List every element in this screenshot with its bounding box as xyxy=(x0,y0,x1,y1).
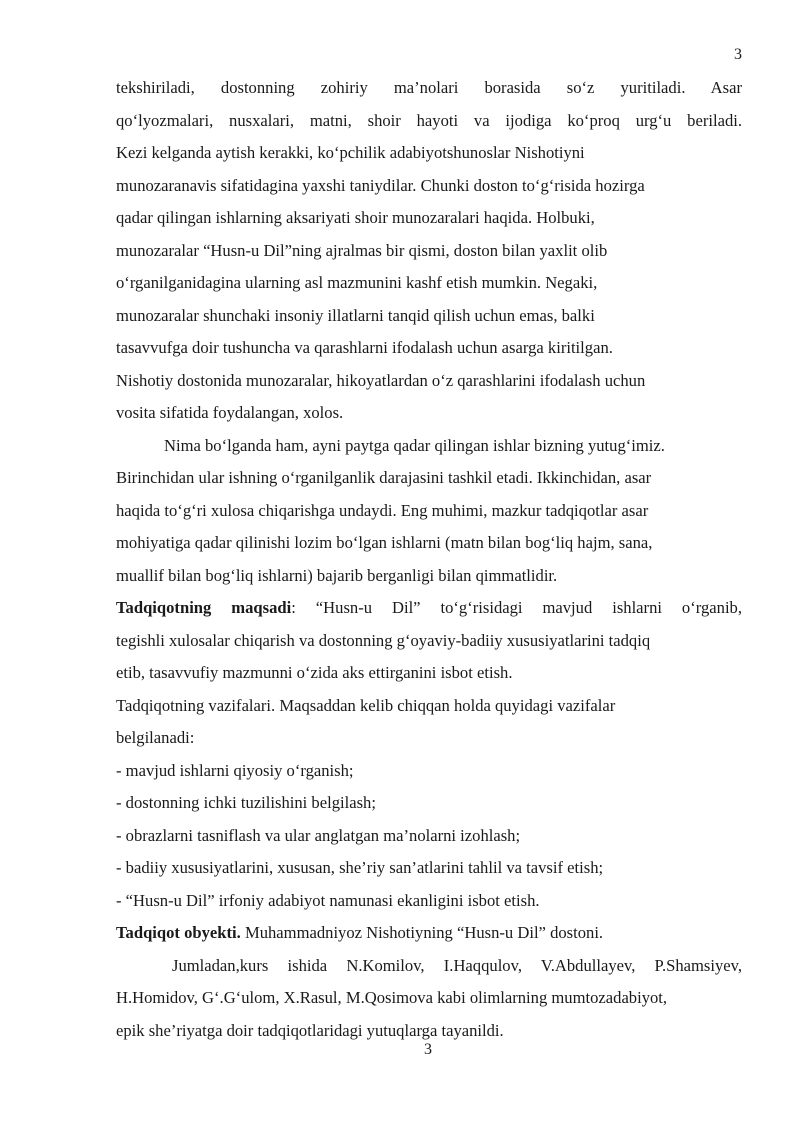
text-line: qo‘lyozmalari, nusxalari, matni, shoir hayoti va ijodiga ko‘proq urg‘u beriladi. xyxy=(116,110,742,130)
text-line: munozaralar shunchaki insoniy illatlarni tanqid qilish uchun emas, balki xyxy=(116,305,595,325)
text-line: Nishotiy dostonida munozaralar, hikoyatlardan o‘z qarashlarini ifodalash uchun xyxy=(116,370,646,390)
text-line: etib, tasavvufiy mazmunni o‘zida aks ettirganini isbot etish. xyxy=(116,663,513,682)
section-label-object: Tadqiqot obyekti. xyxy=(116,923,241,942)
page-number-bottom: 3 xyxy=(424,1041,432,1058)
text-line: Tadqiqotning vazifalari. Maqsaddan kelib chiqqan holda quyidagi vazifalar xyxy=(116,695,616,715)
text-line xyxy=(116,917,742,950)
body-text xyxy=(116,72,742,1047)
text-line: epik she’riyatga doir tadqiqotlaridagi yutuqlarga tayanildi. xyxy=(116,1020,504,1040)
page-number-top: 3 xyxy=(734,46,742,63)
text-fragment: : “Husn-u Dil” to‘g‘risidagi mavjud ishlarni o‘rganib, xyxy=(291,598,743,617)
text-line: H.Homidov, G‘.G‘ulom, X.Rasul, M.Qosimova kabi olimlarning mumtozadabiyot, xyxy=(116,988,668,1007)
text-line: Birinchidan ular ishning o‘rganilganlik darajasini tashkil etadi. Ikkinchidan, asar xyxy=(116,468,652,487)
text-line: Jumladan,kurs ishida N.Komilov, I.Haqqulov, V.Abdullayev, P.Shamsiyev, xyxy=(172,955,742,975)
text-line xyxy=(116,592,742,625)
text-line: tekshiriladi, dostonning zohiriy ma’nolari borasida so‘z yuritiladi. Asar xyxy=(116,78,742,97)
text-line: muallif bilan bog‘liq ishlarni) bajarib berganligi bilan qimmatlidir. xyxy=(116,565,558,585)
text-line: Nima bo‘lganda ham, ayni paytga qadar qilingan ishlar bizning yutug‘imiz. xyxy=(164,435,665,455)
list-item: - dostonning ichki tuzilishini belgilash; xyxy=(116,793,376,812)
list-item: - mavjud ishlarni qiyosiy o‘rganish; xyxy=(116,760,354,780)
text-line: tasavvufga doir tushuncha va qarashlarni ifodalash uchun asarga kiritilgan. xyxy=(116,338,613,357)
text-line: munozaralar “Husn-u Dil”ning ajralmas bir qismi, doston bilan yaxlit olib xyxy=(116,240,608,260)
section-label-goal: Tadqiqotning maqsadi xyxy=(116,598,292,617)
text-line: vosita sifatida foydalangan, xolos. xyxy=(116,403,344,422)
list-item: - “Husn-u Dil” irfoniy adabiyot namunasi ekanligini isbot etish. xyxy=(116,890,540,910)
text-line: o‘rganilganidagina ularning asl mazmunini kashf etish mumkin. Negaki, xyxy=(116,273,598,292)
text-line: haqida to‘g‘ri xulosa chiqarishga undaydi. Eng muhimi, mazkur tadqiqotlar asar xyxy=(116,500,649,520)
text-line: mohiyatiga qadar qilinishi lozim bo‘lgan ishlarni (matn bilan bog‘liq hajm, sana, xyxy=(116,533,653,552)
text-line: tegishli xulosalar chiqarish va dostonning g‘oyaviy-badiiy xususiyatlarini tadqiq xyxy=(116,630,651,650)
text-line: qadar qilingan ishlarning aksariyati shoir munozaralari haqida. Holbuki, xyxy=(116,208,595,227)
list-item: - badiiy xususiyatlarini, xususan, she’riy san’atlarini tahlil va tavsif etish; xyxy=(116,858,604,877)
text-line: belgilanadi: xyxy=(116,728,195,747)
text-fragment: Muhammadniyoz Nishotiyning “Husn-u Dil” dostoni. xyxy=(240,923,604,942)
text-line: Kezi kelganda aytish kerakki, ko‘pchilik adabiyotshunoslar Nishotiyni xyxy=(116,143,585,162)
list-item: - obrazlarni tasniflash va ular anglatgan ma’nolarni izohlash; xyxy=(116,825,521,845)
text-line: munozaranavis sifatidagina yaxshi taniydilar. Chunki doston to‘g‘risida hozirga xyxy=(116,175,645,195)
